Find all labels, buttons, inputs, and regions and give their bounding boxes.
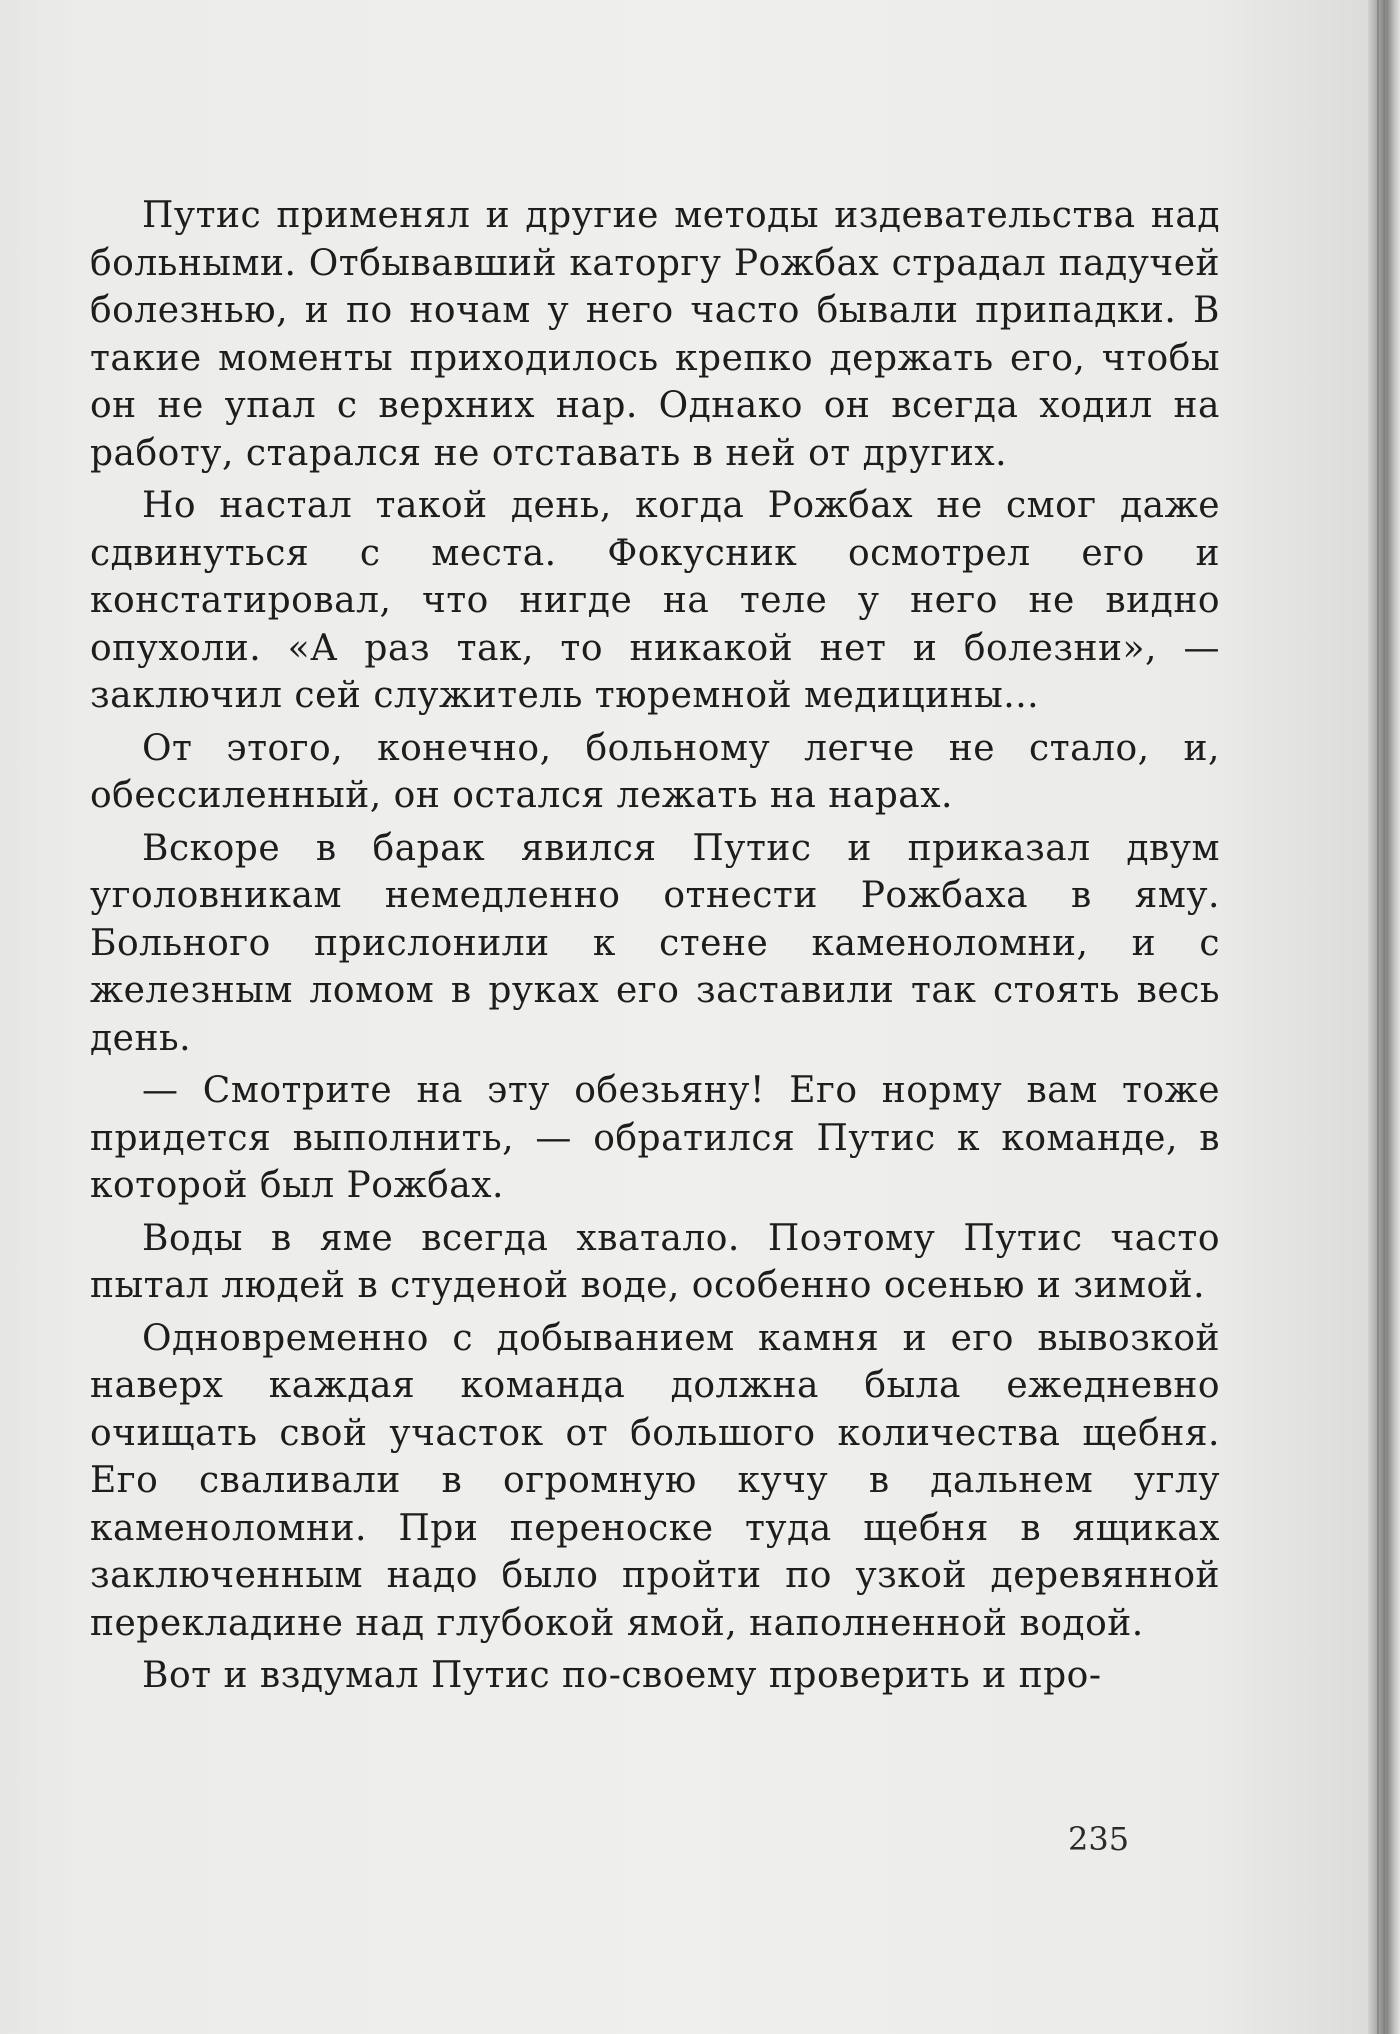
paragraph: Воды в яме всегда хватало. Поэтому Путис часто пытал людей в студеной воде, особенно осенью и зимой.	[90, 1217, 1220, 1306]
paragraph: Путис применял и другие методы издевательства над больными. Отбывавший каторгу Рожбах страдал падучей болезнью, и по ночам у него часто бывали припадки. В такие моменты приходилось крепко держать его, чтобы он не упал с верхних нар. Однако он всегда ходил на работу, старался не отставать в ней от других.	[90, 195, 1220, 474]
paragraph: — Смотрите на эту обезьяну! Его норму вам тоже придется выполнить, — обратился Путис к команде, в которой был Рожбах.	[90, 1070, 1220, 1206]
page-number: 235	[1068, 1820, 1130, 1858]
paragraph: Но настал такой день, когда Рожбах не смог даже сдвинуться с места. Фокусник осмотрел его и констатировал, что нигде на теле у него не видно опухоли. «А раз так, то никакой нет и болезни», — заключил сей служитель тюремной медицины...	[90, 485, 1220, 716]
page-stack-edge	[1368, 0, 1400, 2034]
paragraph: Одновременно с добыванием камня и его вывозкой наверх каждая команда должна была ежедневно очищать свой участок от большого количества щебня. Его сваливали в огромную кучу в дальнем углу каменоломни. При переноске туда щебня в ящиках заключенным надо было пройти по узкой деревянной перекладине над глубокой ямой, наполненной водой.	[90, 1317, 1220, 1644]
paragraph: Вот и вздумал Путис по-своему проверить и про-	[142, 1655, 1102, 1696]
paragraph: Вскоре в барак явился Путис и приказал двум уголовникам немедленно отнести Рожбаха в яму. Больного прислонили к стене каменоломни, и с железным ломом в руках его заставили так стоять весь день.	[90, 827, 1220, 1059]
page-edge-line	[1377, 0, 1379, 2034]
page-edge-line	[1385, 0, 1387, 2034]
paragraph: От этого, конечно, больному легче не стало, и, обессиленный, он остался лежать на нарах.	[90, 727, 1220, 816]
page-text	[90, 192, 1220, 1700]
